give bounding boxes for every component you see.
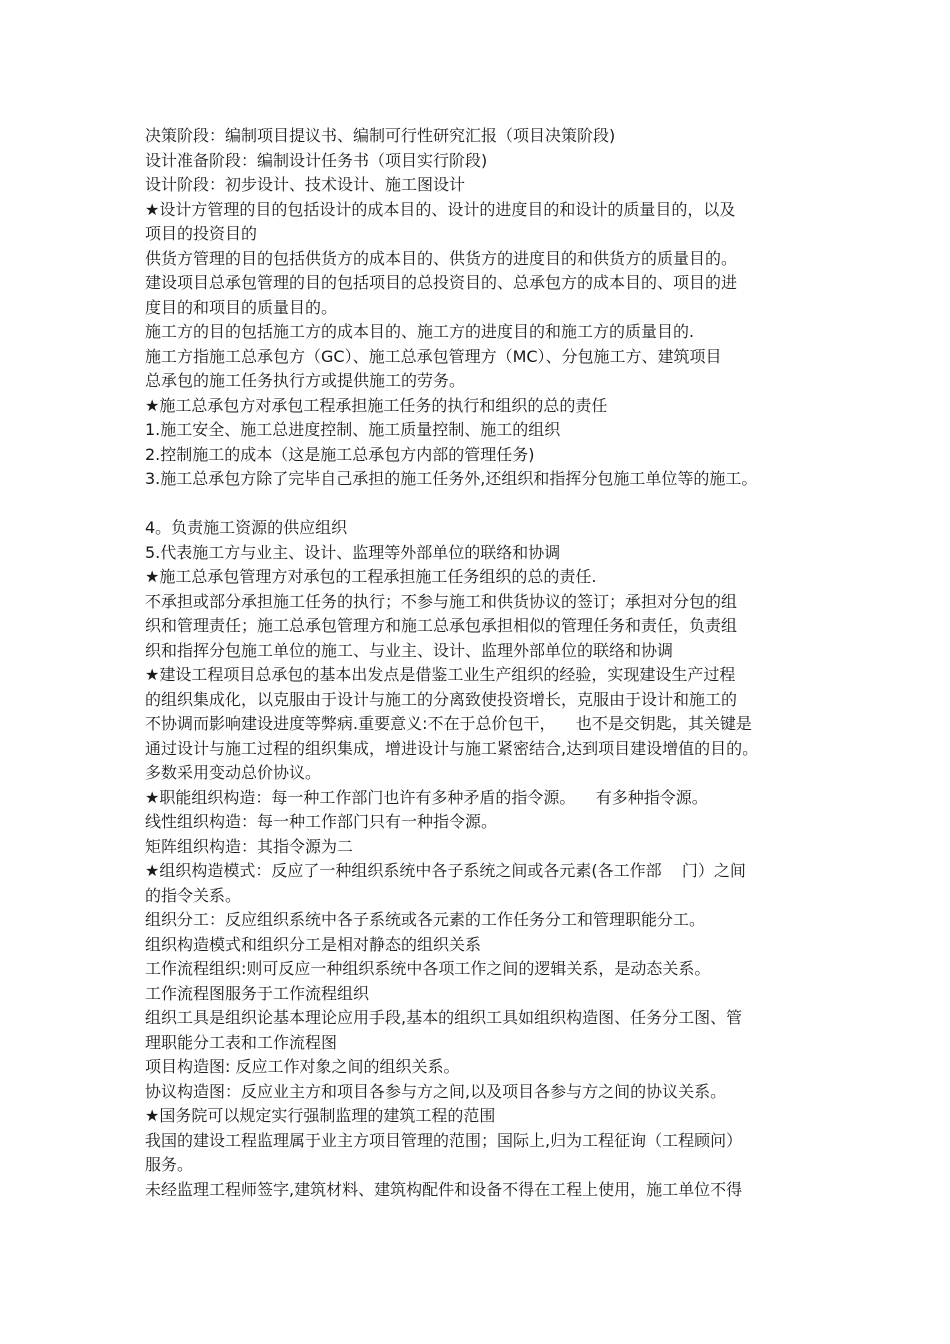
text-line: 施工方指施工总承包方（GC）、施工总承包管理方（MC）、分包施工方、建筑项目	[145, 346, 722, 366]
text-line: 理职能分工表和工作流程图	[145, 1032, 338, 1052]
text-line: 织和管理责任；施工总承包管理方和施工总承包承担相似的管理任务和责任，负责组	[145, 616, 738, 635]
text-line: 组织构造模式和组织分工是相对静态的组织关系	[145, 934, 482, 954]
text-line: 线性组织构造：每一种工作部门只有一种指令源。	[145, 812, 498, 831]
text-line: 工作流程组织:则可反应一种组织系统中各项工作之间的逻辑关系，是动态关系。	[145, 959, 711, 978]
text-line: 决策阶段：编制项目提议书、编制可行性研究汇报（项目决策阶段)	[145, 126, 616, 145]
text-line: ★建设工程项目总承包的基本出发点是借鉴工业生产组织的经验，实现建设生产过程	[145, 665, 736, 684]
text-line: 织和指挥分包施工单位的施工、与业主、设计、监理外部单位的联络和协调	[145, 640, 674, 660]
text-line: ★施工总承包方对承包工程承担施工任务的执行和组织的总的责任	[145, 395, 608, 415]
text-line: ★国务院可以规定实行强制监理的建筑工程的范围	[145, 1106, 496, 1125]
text-line: 协议构造图：反应业主方和项目各参与方之间,以及项目各参与方之间的协议关系。	[145, 1081, 727, 1101]
text-line: 2.控制施工的成本（这是施工总承包方内部的管理任务)	[145, 444, 535, 464]
text-line: ★组织构造模式：反应了一种组织系统中各子系统之间或各元素(各工作部 门）之间	[145, 861, 746, 880]
text-line: 设计准备阶段：编制设计任务书（项目实行阶段)	[145, 150, 488, 170]
text-line: 供货方管理的目的包括供货方的成本目的、供货方的进度目的和供货方的质量目的。	[145, 248, 738, 268]
text-line: 通过设计与施工过程的组织集成，增进设计与施工紧密结合,达到项目建设增值的目的。	[145, 738, 759, 758]
text-line: 矩阵组织构造：其指令源为二	[145, 836, 354, 856]
text-line: 总承包的施工任务执行方或提供施工的劳务。	[145, 371, 466, 390]
text-line: 服务。	[145, 1155, 194, 1174]
text-line: 5.代表施工方与业主、设计、监理等外部单位的联络和协调	[145, 542, 561, 562]
text-line: 不承担或部分承担施工任务的执行；不参与施工和供货协议的签订；承担对分包的组	[145, 591, 738, 611]
text-line: 组织分工：反应组织系统中各子系统或各元素的工作任务分工和管理职能分工。	[145, 910, 706, 929]
text-line: 施工方的目的包括施工方的成本目的、施工方的进度目的和施工方的质量目的.	[145, 322, 695, 341]
text-line: 1.施工安全、施工总进度控制、施工质量控制、施工的组织	[145, 420, 561, 439]
text-line: 3.施工总承包方除了完毕自己承担的施工任务外,还组织和指挥分包施工单位等的施工。	[145, 469, 758, 488]
text-line: 多数采用变动总价协议。	[145, 763, 322, 782]
text-line: 度目的和项目的质量目的。	[145, 297, 338, 317]
text-line: 我国的建设工程监理属于业主方项目管理的范围；国际上,归为工程征询（工程顾问）	[145, 1130, 743, 1150]
text-line: 组织工具是组织论基本理论应用手段,基本的组织工具如组织构造图、任务分工图、管	[145, 1008, 743, 1027]
text-line: 不协调而影响建设进度等弊病.重要意义:不在于总价包干， 也不是交钥匙，其关键是	[145, 714, 752, 733]
text-line: ★职能组织构造：每一种工作部门也许有多种矛盾的指令源。 有多种指令源。	[145, 787, 708, 807]
text-line: 的组织集成化，以克服由于设计与施工的分离致使投资增长，克服由于设计和施工的	[145, 689, 738, 709]
text-line: ★设计方管理的目的包括设计的成本目的、设计的进度目的和设计的质量目的，以及	[145, 199, 736, 219]
text-line: 建设项目总承包管理的目的包括项目的总投资目的、总承包方的成本目的、项目的进	[145, 273, 738, 292]
text-line: 未经监理工程师签字,建筑材料、建筑构配件和设备不得在工程上使用，施工单位不得	[145, 1179, 743, 1199]
text-line: 项目构造图: 反应工作对象之间的组织关系。	[145, 1057, 460, 1076]
blank-line	[145, 492, 825, 517]
text-line: ★施工总承包管理方对承包的工程承担施工任务组织的总的责任.	[145, 567, 597, 586]
text-line: 4。负责施工资源的供应组织	[145, 518, 348, 537]
document-body	[145, 124, 825, 1202]
text-line: 设计阶段：初步设计、技术设计、施工图设计	[145, 175, 466, 194]
text-line: 的指令关系。	[145, 885, 242, 905]
text-line: 工作流程图服务于工作流程组织	[145, 983, 370, 1003]
text-line: 项目的投资目的	[145, 224, 258, 243]
